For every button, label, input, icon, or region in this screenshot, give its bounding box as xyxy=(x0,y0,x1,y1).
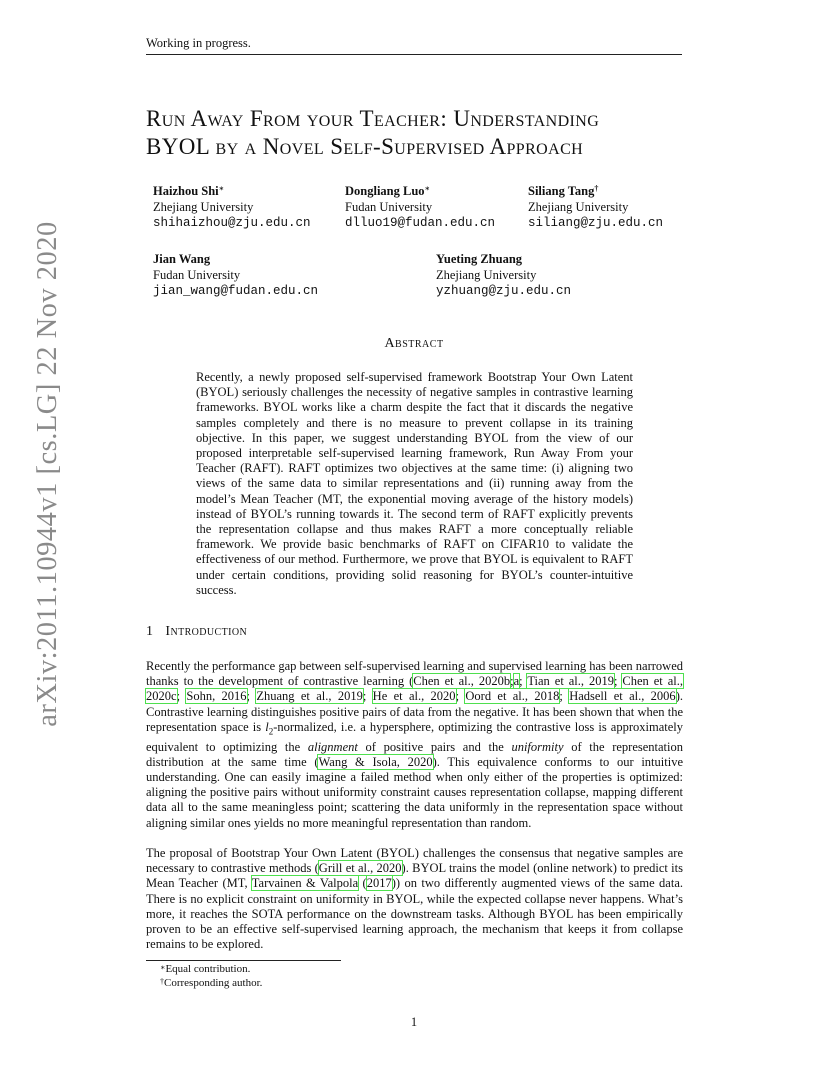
author-block xyxy=(153,251,318,299)
citation-link[interactable]: Tarvainen & Valpola xyxy=(251,876,359,891)
section-title: Introduction xyxy=(165,624,248,639)
citation-link[interactable]: 2017 xyxy=(366,876,392,891)
section-number: 1 xyxy=(146,624,154,639)
citation-link[interactable]: Wang & Isola, 2020 xyxy=(318,754,433,769)
corresponding-author-mark: † xyxy=(594,184,599,193)
abstract-heading: Abstract xyxy=(384,336,444,351)
citation-link[interactable]: Chen et al., 2020b xyxy=(413,674,511,689)
author-affiliation: Fudan University xyxy=(153,268,241,282)
author-name: Siliang Tang† xyxy=(528,184,599,198)
author-affiliation: Zhejiang University xyxy=(153,200,254,214)
footnote: †Corresponding author. xyxy=(160,977,263,989)
intro-paragraph-2: The proposal of Bootstrap Your Own Latent (BYOL) challenges the consensus that negative samples are necessary to contrastive methods (Grill et al., 2020). BYOL trains the model (online network) to predict its Mean Teacher (MT, Tarvainen & Valpola (2017)) on two differently augmented views of the same data. There is no explicit constraint on uniformity in BYOL, while the expected collapse never happens. What’s more, it reaches the SOTA performance on the downstream tasks. Although BYOL has been empirically proven to be an effective self-supervised learning approach, the mechanism that keeps it from collapse remains to be explored. xyxy=(146,846,683,952)
author-email[interactable]: jian_wang@fudan.edu.cn xyxy=(153,284,319,298)
page-number: 1 xyxy=(410,1015,418,1029)
emphasis-uniformity: uniformity xyxy=(511,739,564,754)
citation-link[interactable]: a xyxy=(513,674,520,689)
author-affiliation: Fudan University xyxy=(345,200,433,214)
author-email[interactable]: yzhuang@zju.edu.cn xyxy=(436,284,572,298)
section-heading-introduction xyxy=(146,624,247,640)
author-affiliation: Zhejiang University xyxy=(528,200,629,214)
emphasis-alignment: alignment xyxy=(307,739,358,754)
paper-title xyxy=(146,105,706,161)
author-email[interactable]: shihaizhou@zju.edu.cn xyxy=(153,216,311,230)
intro-paragraph-1: Recently the performance gap between self-supervised learning and supervised learning has been narrowed thanks to the development of contrastive learning (Chen et al., 2020b;a; Tian et al., 2019; Chen et al., 2020c; Sohn, 2016; Zhuang et al., 2019; He et al., 2020; Oord et al., 2018; Hadsell et al., 2006). Contrastive learning distinguishes positive pairs of data from the negative. It has been shown that when the representation space is $l_2$-normalized, i.e. a hypersphere, optimizing the contrastive loss is approximately equivalent to optimizing the alignment of positive pairs and the uniformity of the representation distribution at the same time (Wang & Isola, 2020). This equivalence conforms to our intuitive understanding. One can easily imagine a failed method when only either of the properties is optimized: aligning the positive pairs without uniformity constraint causes representation collapse, mapping different data all to the same meaningless point; scattering the data uniformly in the representation space without aligning similar ones yields no more meaningful representation than random. xyxy=(146,659,684,830)
abstract-text: Recently, a newly proposed self-supervised framework Bootstrap Your Own Latent (BYOL) seriously challenges the necessity of negative samples in contrastive learning frameworks. BYOL works like a charm despite the fact that it discards the negative samples completely and there is no measure to prevent collapse in its training objective. In this paper, we suggest understanding BYOL from the view of our proposed interpretable self-supervised learning framework, Run Away From your Teacher (RAFT). RAFT optimizes two objectives at the same time: (i) aligning two views of the same data to similar representations and (ii) running away from the model’s Mean Teacher (MT, the exponential moving average of the history models) instead of BYOL’s running towards it. The second term of RAFT explicitly prevents the representation collapse and thus makes RAFT a more conceptually reliable framework. We provide basic benchmarks of RAFT on CIFAR10 to validate the effectiveness of our method. Furthermore, we prove that BYOL is equivalent to RAFT under certain conditions, providing solid reasoning for BYOL’s counter-intuitive success. xyxy=(196,370,633,597)
citation-link[interactable]: Sohn, 2016 xyxy=(186,689,247,704)
author-affiliation: Zhejiang University xyxy=(436,268,537,282)
citation-link[interactable]: Hadsell et al., 2006 xyxy=(569,689,676,704)
running-head: Working in progress. xyxy=(146,36,682,55)
equal-contribution-mark: ∗ xyxy=(218,184,225,193)
footnote-divider xyxy=(146,960,341,961)
author-email[interactable]: siliang@zju.edu.cn xyxy=(528,216,664,230)
equal-contribution-mark: ∗ xyxy=(424,184,431,193)
author-block xyxy=(528,183,663,231)
author-block xyxy=(345,183,495,231)
math-l-symbol: l xyxy=(265,719,269,734)
math-subscript: 2 xyxy=(268,726,274,737)
author-block xyxy=(436,251,571,299)
author-name: Dongliang Luo∗ xyxy=(345,184,431,198)
footnote: ∗Equal contribution. xyxy=(160,963,251,975)
citation-link[interactable]: Chen et al., 2020c xyxy=(146,674,684,704)
citation-link[interactable]: Oord et al., 2018 xyxy=(465,689,560,704)
citation-link[interactable]: He et al., 2020 xyxy=(372,689,456,704)
author-block xyxy=(153,183,311,231)
title-line-1: Run Away From your Teacher: Understanding xyxy=(146,106,600,131)
author-name: Haizhou Shi∗ xyxy=(153,184,225,198)
author-email[interactable]: dlluo19@fudan.edu.cn xyxy=(345,216,496,230)
arxiv-identifier-stamp: arXiv:2011.10944v1 [cs.LG] 22 Nov 2020 xyxy=(32,221,63,727)
citation-link[interactable]: Grill et al., 2020 xyxy=(318,861,402,876)
citation-link[interactable]: Tian et al., 2019 xyxy=(527,674,614,689)
author-name: Jian Wang xyxy=(153,252,211,266)
title-line-2: BYOL by a Novel Self-Supervised Approach xyxy=(146,134,584,159)
citation-link[interactable]: Zhuang et al., 2019 xyxy=(256,689,363,704)
author-name: Yueting Zhuang xyxy=(436,252,523,266)
